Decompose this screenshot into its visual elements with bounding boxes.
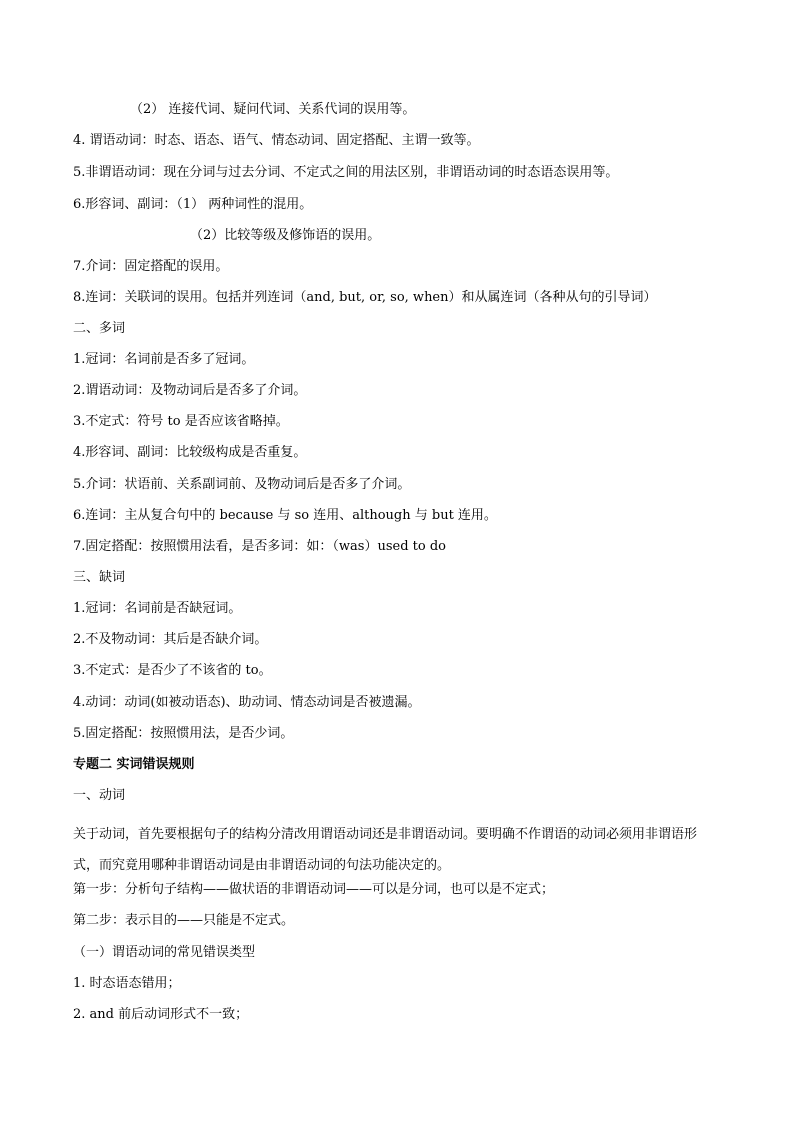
paragraph: 关于动词，首先要根据句子的结构分清改用谓语动词还是非谓语动词。要明确不作谓语的动词必须用非谓语形式，而究竟用哪种非谓语动词是由非谓语动词的句法功能决定的。 xyxy=(73,827,698,873)
section-heading: 一、动词 xyxy=(73,788,126,803)
text-line: 8.连词：关联词的误用。包括并列连词（and, but, or, so, when）和从属连词（各种从句的引导词） xyxy=(73,290,657,305)
text-line: 3.不定式：是否少了不该省的 to。 xyxy=(73,663,272,678)
text-line: 第一步：分析句子结构——做状语的非谓语动词——可以是分词，也可以是不定式； xyxy=(73,882,555,897)
text-line: 1. 时态语态错用； xyxy=(73,976,181,991)
text-line: 7.固定搭配：按照惯用法看，是否多词：如：（was）used to do xyxy=(73,539,446,554)
text-line: 7.介词：固定搭配的误用。 xyxy=(73,259,229,274)
section-heading: 二、多词 xyxy=(73,321,126,336)
text-line: 6.形容词、副词：（1） 两种词性的混用。 xyxy=(73,197,313,212)
text-line: 6.连词：主从复合句中的 because 与 so 连用、although 与 but 连用。 xyxy=(73,508,497,523)
text-line: 2.不及物动词：其后是否缺介词。 xyxy=(73,632,268,647)
topic-heading: 专题二 实词错误规则 xyxy=(73,757,195,772)
text-line: 5.非谓语动词：现在分词与过去分词、不定式之间的用法区别，非谓语动词的时态语态误用等。 xyxy=(73,165,619,180)
text-line: 1.冠词：名词前是否多了冠词。 xyxy=(73,352,255,367)
text-line: 4.形容词、副词：比较级构成是否重复。 xyxy=(73,445,307,460)
text-line: 3.不定式：符号 to 是否应该省略掉。 xyxy=(73,414,289,429)
text-line: 2. and 前后动词形式不一致； xyxy=(73,1007,249,1022)
text-line: 4.动词：动词(如被动语态)、助动词、情态动词是否被遗漏。 xyxy=(73,695,421,710)
subsection-heading: （一）谓语动词的常见错误类型 xyxy=(73,945,256,960)
text-line: 1.冠词：名词前是否缺冠词。 xyxy=(73,601,242,616)
text-line: 2.谓语动词：及物动词后是否多了介词。 xyxy=(73,383,307,398)
text-line: 4. 谓语动词：时态、语态、语气、情态动词、固定搭配、主谓一致等。 xyxy=(73,133,480,148)
text-line: 第二步：表示目的——只能是不定式。 xyxy=(73,913,295,928)
text-line: （2）比较等级及修饰语的误用。 xyxy=(190,228,381,243)
section-heading: 三、缺词 xyxy=(73,570,126,585)
text-line: 5.固定搭配：按照惯用法，是否少词。 xyxy=(73,726,294,741)
text-line: 5.介词：状语前、关系副词前、及物动词后是否多了介词。 xyxy=(73,477,411,492)
text-line: （2） 连接代词、疑问代词、关系代词的误用等。 xyxy=(130,102,416,117)
